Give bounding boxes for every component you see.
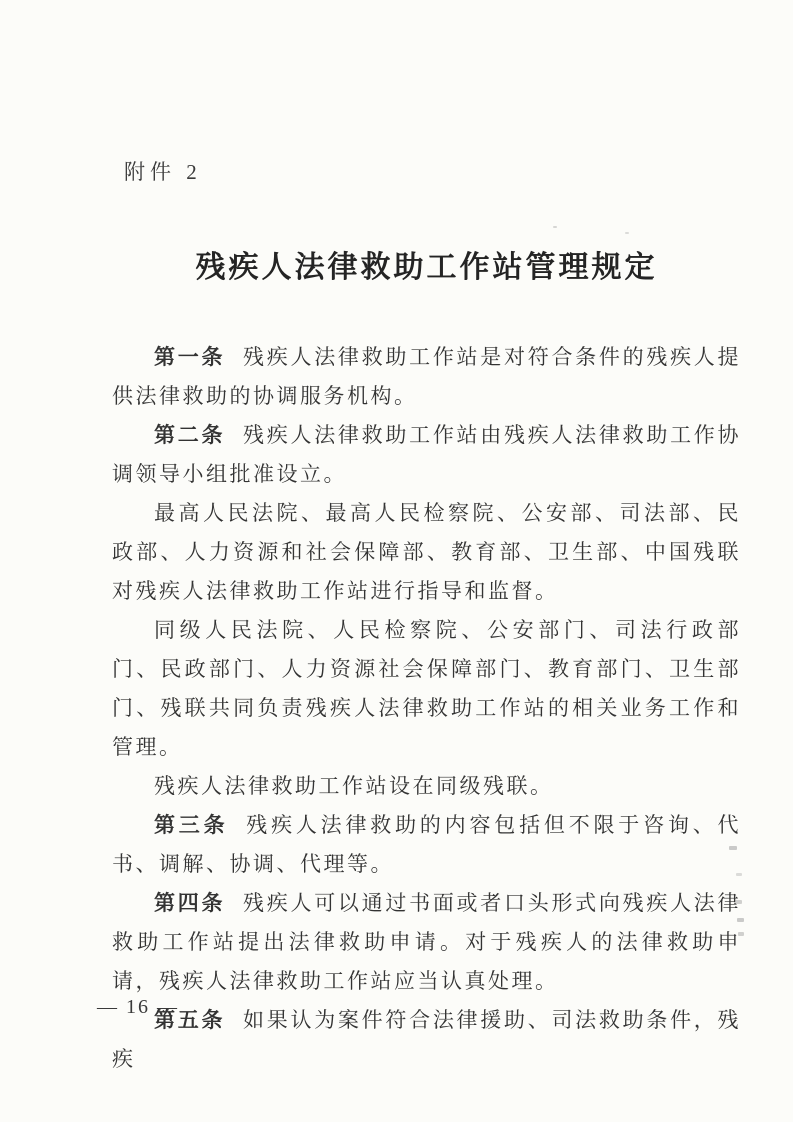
scan-artifact [553, 226, 557, 228]
page-number: — 16 — [97, 996, 179, 1018]
scan-artifact [738, 932, 744, 936]
paragraph-text: 最高人民法院、最高人民检察院、公安部、司法部、民政部、人力资源和社会保障部、教育部、卫生部、中国残联对残疾人法律救助工作站进行指导和监督。 [112, 501, 741, 603]
paragraph-article-5 [112, 1001, 741, 1079]
paragraph-text: 残疾人法律救助工作站是对符合条件的残疾人提供法律救助的协调服务机构。 [112, 345, 742, 408]
paragraph-article-4 [112, 884, 741, 1001]
article-number: 第四条 [154, 891, 226, 915]
article-number: 第三条 [154, 813, 229, 837]
paragraph-text: 残疾人法律救助的内容包括但不限于咨询、代书、调解、协调、代理等。 [112, 813, 742, 876]
document-title: 残疾人法律救助工作站管理规定 [195, 251, 658, 284]
scan-artifact [737, 918, 744, 922]
paragraph-text: 残疾人法律救助工作站设在同级残联。 [154, 774, 554, 798]
attachment-label: 附件 2 [124, 160, 202, 184]
article-number: 第一条 [154, 345, 226, 369]
paragraph-plain-1 [112, 494, 741, 611]
paragraph-article-3 [112, 806, 741, 884]
article-number: 第五条 [154, 1008, 226, 1032]
scan-artifact [735, 900, 742, 904]
document-body [112, 338, 741, 1079]
paragraph-text: 残疾人可以通过书面或者口头形式向残疾人法律救助工作站提出法律救助申请。对于残疾人的法律救助申请，残疾人法律救助工作站应当认真处理。 [112, 891, 742, 993]
paragraph-article-1 [112, 338, 741, 416]
paragraph-article-2 [112, 416, 741, 494]
scan-artifact [729, 846, 737, 850]
paragraph-text: 如果认为案件符合法律援助、司法救助条件，残疾 [112, 1008, 742, 1071]
paragraph-text: 残疾人法律救助工作站由残疾人法律救助工作协调领导小组批准设立。 [112, 423, 742, 486]
scan-artifact [625, 232, 629, 234]
paragraph-plain-3 [112, 767, 741, 806]
paragraph-plain-2 [112, 611, 741, 767]
scan-artifact [736, 873, 742, 876]
paragraph-text: 同级人民法院、人民检察院、公安部门、司法行政部门、民政部门、人力资源社会保障部门、教育部门、卫生部门、残联共同负责残疾人法律救助工作站的相关业务工作和管理。 [112, 618, 741, 759]
article-number: 第二条 [154, 423, 226, 447]
